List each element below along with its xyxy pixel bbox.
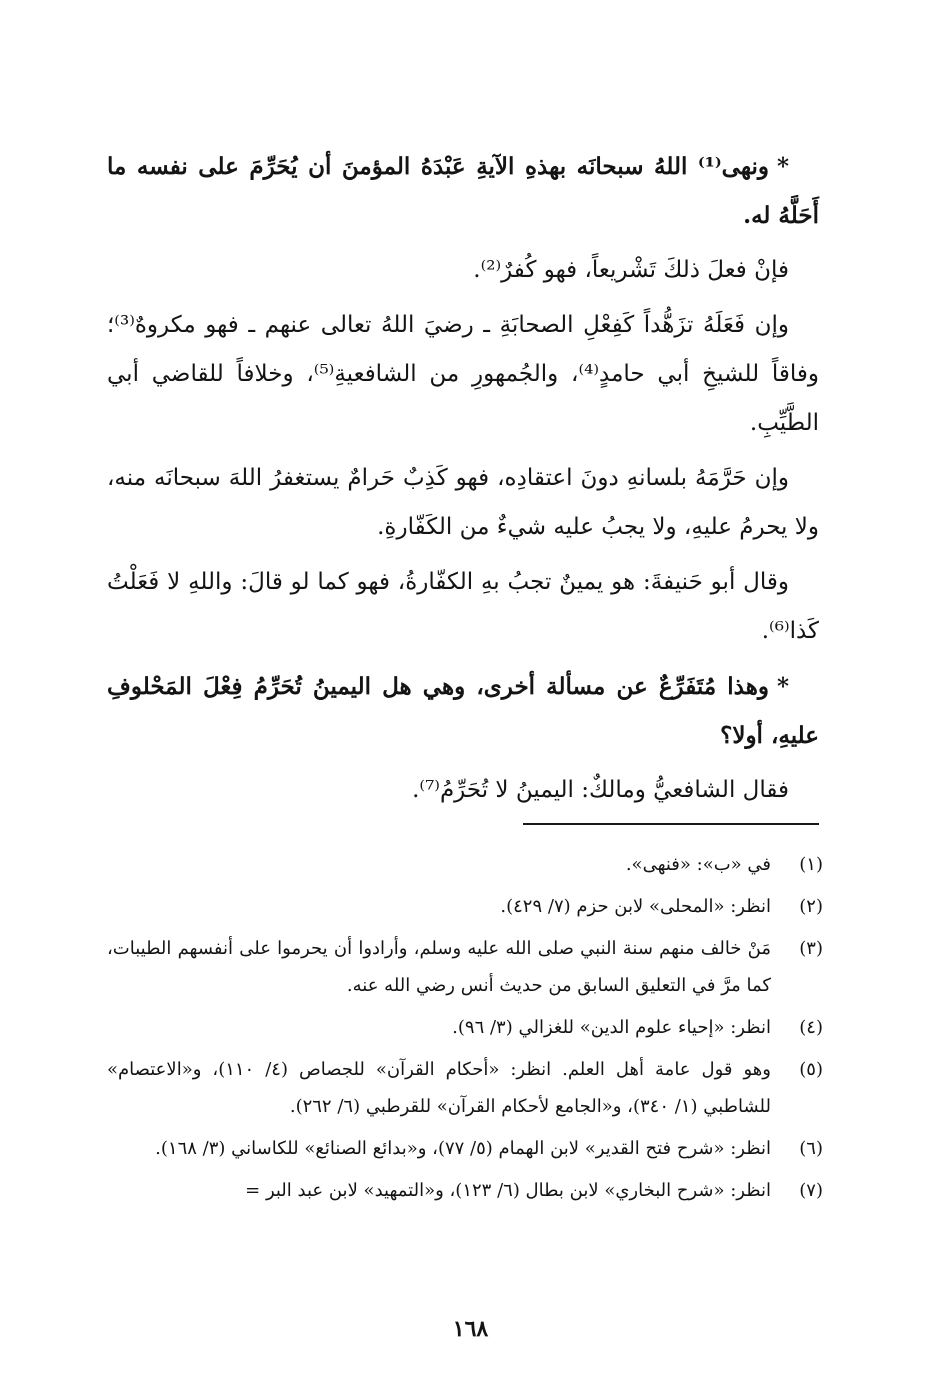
footnote-number: (٦)	[799, 1138, 823, 1159]
paragraph-4	[107, 454, 819, 552]
footnote-2	[107, 888, 823, 925]
star-marker: *	[776, 153, 789, 180]
paragraph-text: فقال الشافعيُّ ومالكٌ: اليمينُ لا تُحَرِّمُ⁽⁷⁾.	[412, 777, 789, 803]
footnote-number: (٤)	[799, 1017, 823, 1038]
footnote-text: في «ب»: «فنهى».	[625, 854, 771, 875]
paragraph-2	[107, 246, 819, 295]
footnote-number: (٥)	[799, 1059, 823, 1080]
paragraph-7	[107, 766, 819, 815]
paragraph-text: وإن فَعَلَهُ تزَهُّداً كَفِعْلِ الصحابَةِ ـ رضيَ اللهُ تعالى عنهم ـ فهو مكروهٌ⁽³⁾؛ وفاقاً للشيخِ أبي حامدٍ⁽⁴⁾، والجُمهورِ من الشافعيةِ⁽⁵⁾، وخلافاً للقاضي أبي الطَّيِّبِ.	[107, 312, 820, 436]
star-marker: *	[776, 673, 789, 700]
footnote-6	[107, 1130, 823, 1167]
paragraph-text: فإنْ فعلَ ذلكَ تَشْريعاً، فهو كُفرٌ⁽²⁾.	[473, 257, 789, 283]
paragraph-3	[107, 301, 819, 448]
footnote-number: (٧)	[799, 1180, 823, 1201]
footnote-text: انظر: «إحياء علوم الدين» للغزالي (٣/ ٩٦).	[452, 1017, 771, 1038]
footnote-5	[107, 1051, 823, 1125]
footnote-7	[107, 1172, 823, 1209]
footnote-number: (٢)	[799, 896, 823, 917]
paragraph-text: وهذا مُتَفَرِّعٌ عن مسألة أخرى، وهي هل اليمينُ تُحَرِّمُ فِعْلَ المَحْلوفِ عليهِ، أولا؟	[107, 673, 819, 749]
footnote-1	[107, 846, 823, 883]
footnote-text: انظر: «شرح البخاري» لابن بطال (٦/ ١٢٣)، و«التمهيد» لابن عبد البر =	[245, 1180, 771, 1201]
paragraph-text: ونهى⁽¹⁾ اللهُ سبحانَه بهذهِ الآيةِ عَبْدَهُ المؤمنَ أن يُحَرِّمَ على نفسه ما أَحَلَّهُ له.	[107, 153, 819, 229]
paragraph-5	[107, 558, 819, 656]
footnote-4	[107, 1009, 823, 1046]
main-text	[107, 142, 819, 821]
footnote-text: انظر: «شرح فتح القدير» لابن الهمام (٥/ ٧٧)، و«بدائع الصنائع» للكاساني (٣/ ١٦٨).	[155, 1138, 771, 1159]
footnote-divider	[523, 823, 819, 825]
paragraph-1	[107, 142, 819, 240]
paragraph-6	[107, 662, 819, 760]
footnote-text: وهو قول عامة أهل العلم. انظر: «أحكام القرآن» للجصاص (٤/ ١١٠)، و«الاعتصام» للشاطبي (١/ ٣٤٠)، و«الجامع لأحكام القرآن» للقرطبي (٦/ ٢٦٢).	[107, 1059, 771, 1117]
footnotes	[107, 846, 823, 1214]
paragraph-text: وإن حَرَّمَهُ بلسانهِ دونَ اعتقادِه، فهو كَذِبٌ حَرامٌ يستغفرُ اللهَ سبحانَه منه، ولا يحرمُ عليهِ، ولا يجبُ عليه شيءٌ من الكَفّارةِ.	[107, 465, 819, 540]
footnote-text: مَنْ خالف منهم سنة النبي صلى الله عليه وسلم، وأرادوا أن يحرموا على أنفسهم الطيبات، كما مرَّ في التعليق السابق من حديث أنس رضي الله عنه.	[107, 938, 771, 996]
page-number: ١٦٨	[452, 1316, 489, 1342]
footnote-number: (١)	[799, 854, 823, 875]
paragraph-text: وقال أبو حَنيفةَ: هو يمينٌ تجبُ بهِ الكفّارةُ، فهو كما لو قالَ: واللهِ لا فَعَلْتُ كَذا⁽⁶⁾.	[107, 569, 819, 644]
footnote-number: (٣)	[799, 938, 823, 959]
footnote-3	[107, 930, 823, 1004]
footnote-text: انظر: «المحلى» لابن حزم (٧/ ٤٢٩).	[500, 896, 771, 917]
